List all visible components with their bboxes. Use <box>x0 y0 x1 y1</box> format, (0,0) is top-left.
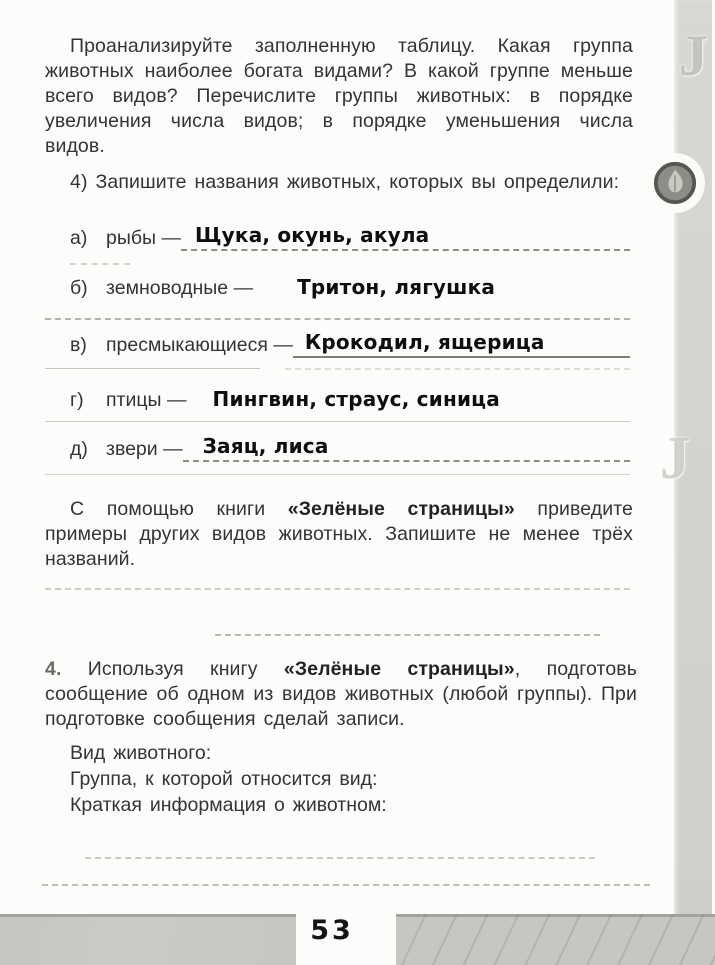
item-label: земноводные — <box>106 277 254 299</box>
item-letter: д) <box>70 438 88 460</box>
answer-line <box>253 275 630 301</box>
answer-line <box>181 223 630 251</box>
item-label: звери — <box>106 438 183 460</box>
task-number: 4. <box>45 658 62 680</box>
answer-row-fish <box>45 221 630 251</box>
ruled-line <box>70 263 130 265</box>
ruled-line <box>45 474 630 475</box>
prompt-group: Группа, к которой относится вид: <box>70 768 378 790</box>
item-label: пресмыкающиеся — <box>106 334 293 356</box>
ruled-line <box>45 368 260 369</box>
item-label: рыбы — <box>106 227 181 249</box>
ruled-line <box>285 368 630 370</box>
bottom-scan-band-right <box>396 914 715 965</box>
leaf-icon <box>652 160 698 206</box>
ruled-line <box>85 857 595 859</box>
item-letter: в) <box>70 334 87 356</box>
task4-paragraph <box>45 657 637 732</box>
record-prompts <box>70 740 610 818</box>
ruled-line <box>215 634 600 636</box>
paragraph-text: С помощью книги <box>70 498 288 520</box>
bottom-scan-band-left <box>0 914 296 965</box>
book-title: «Зелёные страницы» <box>283 658 515 680</box>
prompt-species: Вид животного: <box>70 742 212 764</box>
answer-row-amphibians <box>45 271 630 301</box>
handwritten-answer: Тритон, лягушка <box>297 275 496 299</box>
ruled-line <box>45 318 630 320</box>
paragraph-text: , подготовь сообщение об одном из видов животных (любой группы). При подготовке сообщения сделай записи. <box>45 658 637 730</box>
answer-row-mammals <box>45 432 630 462</box>
answer-line <box>183 434 630 462</box>
item-letter: г) <box>70 389 84 411</box>
handwritten-answer: Крокодил, ящерица <box>304 330 545 354</box>
prompt-info: Краткая информация о животном: <box>70 794 387 816</box>
item-label: птицы — <box>106 389 187 411</box>
ruled-line <box>45 588 630 590</box>
green-pages-paragraph <box>45 497 633 572</box>
intro-paragraph: Проанализируйте заполненную таблицу. Какая группа животных наиболее богата видами? В какой группе меньше всего видов? Перечислите группы животных: в порядке увеличения числа видов; в порядке уменьшения числа видов. <box>45 35 633 157</box>
answer-line <box>187 387 631 413</box>
answer-row-reptiles <box>45 328 630 358</box>
decorative-j-glyph-top: J <box>679 23 708 88</box>
leaf-badge <box>652 160 698 206</box>
handwritten-answer: Заяц, лиса <box>202 434 329 458</box>
ruled-line <box>45 421 630 422</box>
book-title: «Зелёные страницы» <box>287 498 515 520</box>
item-letter: б) <box>70 277 88 299</box>
decorative-j-glyph-middle: J <box>660 425 690 491</box>
item-letter: а) <box>70 227 88 249</box>
handwritten-answer: Щука, окунь, акула <box>194 223 430 247</box>
handwritten-answer: Пингвин, страус, синица <box>212 387 500 411</box>
answer-row-birds <box>45 383 630 413</box>
page-number: 53 <box>310 915 354 946</box>
answer-line <box>293 330 630 358</box>
task-list-header: 4) Запишите названия животных, которых вы определили: <box>70 171 620 193</box>
ruled-line <box>42 884 650 886</box>
paragraph-text: приведите примеры других видов животных. Запишите не менее трёх названий. <box>45 498 633 570</box>
paragraph-text: Используя книгу <box>61 658 284 680</box>
